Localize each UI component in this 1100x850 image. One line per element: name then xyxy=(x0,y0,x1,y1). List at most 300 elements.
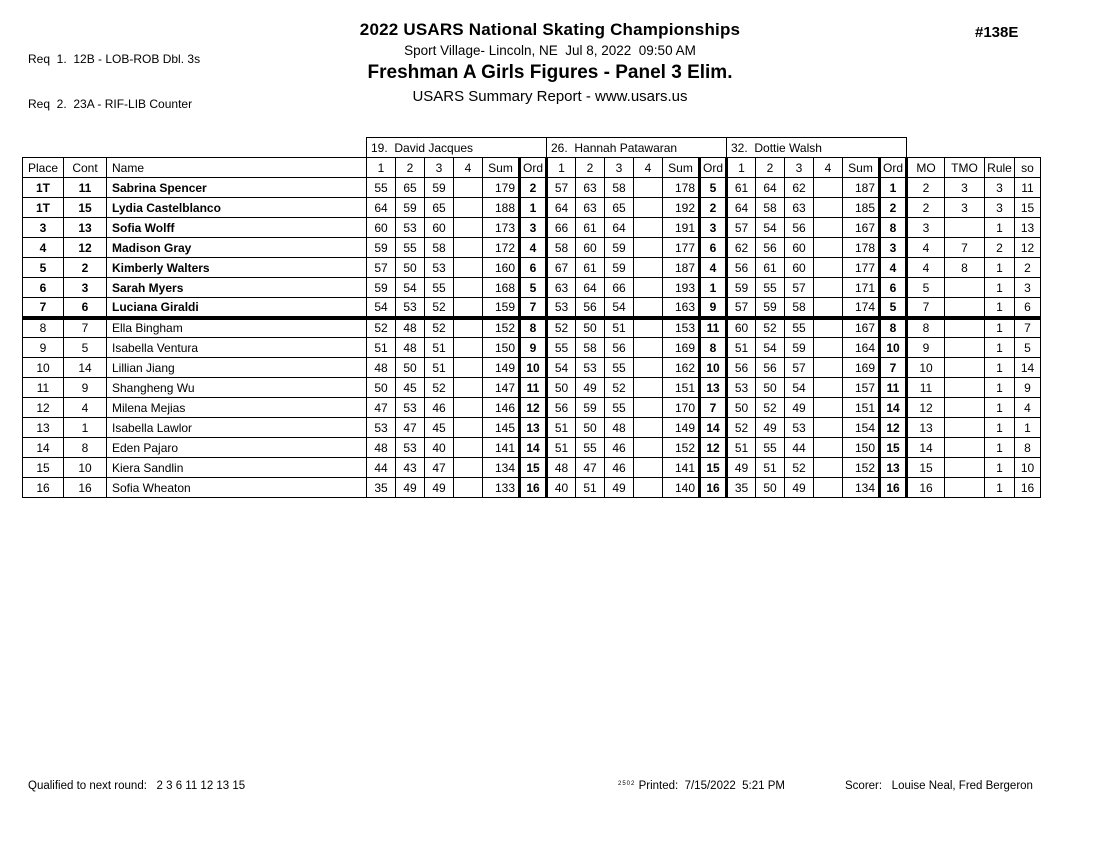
score-cell: 44 xyxy=(367,458,396,478)
score-cell: 58 xyxy=(756,198,785,218)
ord-cell: 8 xyxy=(700,338,727,358)
ord-cell: 2 xyxy=(700,198,727,218)
score-cell: 57 xyxy=(727,218,756,238)
sum-cell: 187 xyxy=(663,258,700,278)
place-cell: 1T xyxy=(23,178,64,198)
mo-cell: 10 xyxy=(907,358,945,378)
requirement-line: Req 1. 12B - LOB-ROB Dbl. 3s xyxy=(28,52,201,66)
score-cell xyxy=(814,338,843,358)
column-header-4: 4 xyxy=(454,158,483,178)
score-cell xyxy=(454,218,483,238)
ord-cell: 3 xyxy=(880,238,907,258)
tmo-cell xyxy=(945,418,985,438)
score-cell: 52 xyxy=(367,318,396,338)
column-header-2: 2 xyxy=(756,158,785,178)
column-header-so: so xyxy=(1015,158,1041,178)
score-cell xyxy=(814,418,843,438)
ord-cell: 1 xyxy=(700,278,727,298)
place-cell: 13 xyxy=(23,418,64,438)
judge-name-cell: 26. Hannah Patawaran xyxy=(547,138,727,158)
rule-cell: 1 xyxy=(985,258,1015,278)
score-cell: 50 xyxy=(576,418,605,438)
score-cell: 59 xyxy=(396,198,425,218)
score-cell: 49 xyxy=(785,478,814,498)
score-cell: 56 xyxy=(727,258,756,278)
ord-cell: 6 xyxy=(880,278,907,298)
contestant-number-cell: 4 xyxy=(64,398,107,418)
score-cell: 58 xyxy=(576,338,605,358)
printed-value: 7/15/2022 5:21 PM xyxy=(684,780,785,792)
skater-name-cell: Isabella Ventura xyxy=(107,338,367,358)
skater-row xyxy=(23,298,1041,318)
sum-cell: 134 xyxy=(843,478,880,498)
score-cell xyxy=(814,458,843,478)
scorer-value: Louise Neal, Fred Bergeron xyxy=(891,780,1033,792)
score-cell: 64 xyxy=(727,198,756,218)
sum-cell: 192 xyxy=(663,198,700,218)
score-cell xyxy=(814,438,843,458)
score-cell: 55 xyxy=(756,438,785,458)
score-cell: 51 xyxy=(547,418,576,438)
sum-cell: 147 xyxy=(483,378,520,398)
skater-name-cell: Milena Mejias xyxy=(107,398,367,418)
ord-cell: 13 xyxy=(880,458,907,478)
ord-cell: 13 xyxy=(700,378,727,398)
sum-cell: 167 xyxy=(843,318,880,338)
ord-cell: 10 xyxy=(700,358,727,378)
score-cell: 55 xyxy=(367,178,396,198)
score-cell xyxy=(814,258,843,278)
score-cell: 52 xyxy=(605,378,634,398)
score-cell: 64 xyxy=(576,278,605,298)
score-cell: 61 xyxy=(756,258,785,278)
score-cell: 59 xyxy=(367,278,396,298)
ord-cell: 2 xyxy=(880,198,907,218)
score-cell xyxy=(814,298,843,318)
column-header-3: 3 xyxy=(605,158,634,178)
ord-cell: 5 xyxy=(700,178,727,198)
score-cell: 57 xyxy=(547,178,576,198)
score-cell xyxy=(814,278,843,298)
ord-cell: 15 xyxy=(520,458,547,478)
sum-cell: 170 xyxy=(663,398,700,418)
score-cell: 64 xyxy=(605,218,634,238)
score-cell: 56 xyxy=(727,358,756,378)
score-cell: 63 xyxy=(576,178,605,198)
score-cell: 64 xyxy=(367,198,396,218)
mo-cell: 4 xyxy=(907,258,945,278)
score-cell xyxy=(454,398,483,418)
ord-cell: 7 xyxy=(520,298,547,318)
ord-cell: 10 xyxy=(520,358,547,378)
score-cell xyxy=(634,398,663,418)
score-cell: 55 xyxy=(425,278,454,298)
mo-cell: 2 xyxy=(907,178,945,198)
rule-cell: 1 xyxy=(985,338,1015,358)
mo-cell: 3 xyxy=(907,218,945,238)
score-cell xyxy=(814,218,843,238)
skater-row xyxy=(23,458,1041,478)
rule-cell: 1 xyxy=(985,278,1015,298)
column-header-sum: Sum xyxy=(483,158,520,178)
column-header-1: 1 xyxy=(367,158,396,178)
score-cell: 59 xyxy=(425,178,454,198)
sum-cell: 134 xyxy=(483,458,520,478)
ord-cell: 4 xyxy=(520,238,547,258)
score-cell: 45 xyxy=(396,378,425,398)
score-cell: 47 xyxy=(367,398,396,418)
sum-cell: 174 xyxy=(843,298,880,318)
score-cell: 60 xyxy=(425,218,454,238)
score-cell: 50 xyxy=(396,258,425,278)
ord-cell: 8 xyxy=(520,318,547,338)
score-cell: 56 xyxy=(785,218,814,238)
ord-cell: 4 xyxy=(700,258,727,278)
score-cell: 49 xyxy=(576,378,605,398)
venue-date-line: Sport Village- Lincoln, NE Jul 8, 2022 09:50 AM xyxy=(404,43,696,58)
sum-cell: 154 xyxy=(843,418,880,438)
contestant-number-cell: 9 xyxy=(64,378,107,398)
ord-cell: 5 xyxy=(520,278,547,298)
sum-cell: 178 xyxy=(663,178,700,198)
column-header-sum: Sum xyxy=(663,158,700,178)
mo-cell: 14 xyxy=(907,438,945,458)
place-cell: 5 xyxy=(23,258,64,278)
event-number: #138E xyxy=(975,24,1019,41)
column-header-ord: Ord xyxy=(880,158,907,178)
score-cell: 53 xyxy=(425,258,454,278)
contestant-number-cell: 16 xyxy=(64,478,107,498)
mo-cell: 16 xyxy=(907,478,945,498)
score-cell: 60 xyxy=(367,218,396,238)
score-cell xyxy=(634,438,663,458)
ord-cell: 12 xyxy=(520,398,547,418)
version-stamp: 2502 xyxy=(618,781,636,787)
sum-cell: 151 xyxy=(843,398,880,418)
column-header-place: Place xyxy=(23,158,64,178)
so-cell: 10 xyxy=(1015,458,1041,478)
sum-cell: 151 xyxy=(663,378,700,398)
event-title: Freshman A Girls Figures - Panel 3 Elim. xyxy=(367,62,733,83)
ord-cell: 1 xyxy=(880,178,907,198)
score-cell: 51 xyxy=(576,478,605,498)
sum-cell: 150 xyxy=(483,338,520,358)
sum-cell: 153 xyxy=(663,318,700,338)
rule-cell: 1 xyxy=(985,218,1015,238)
place-cell: 6 xyxy=(23,278,64,298)
score-cell: 55 xyxy=(605,358,634,378)
sum-cell: 160 xyxy=(483,258,520,278)
score-cell: 57 xyxy=(367,258,396,278)
skater-row xyxy=(23,178,1041,198)
judge-name-cell: 32. Dottie Walsh xyxy=(727,138,907,158)
column-header-ord: Ord xyxy=(520,158,547,178)
score-cell: 64 xyxy=(547,198,576,218)
so-cell: 2 xyxy=(1015,258,1041,278)
ord-cell: 1 xyxy=(520,198,547,218)
sum-cell: 171 xyxy=(843,278,880,298)
score-cell: 51 xyxy=(425,338,454,358)
score-cell: 56 xyxy=(547,398,576,418)
score-cell: 49 xyxy=(785,398,814,418)
rule-cell: 3 xyxy=(985,178,1015,198)
sum-cell: 159 xyxy=(483,298,520,318)
score-cell xyxy=(454,198,483,218)
ord-cell: 9 xyxy=(520,338,547,358)
contestant-number-cell: 10 xyxy=(64,458,107,478)
sum-cell: 168 xyxy=(483,278,520,298)
place-cell: 4 xyxy=(23,238,64,258)
ord-cell: 14 xyxy=(700,418,727,438)
score-cell xyxy=(634,198,663,218)
sum-cell: 185 xyxy=(843,198,880,218)
mo-cell: 5 xyxy=(907,278,945,298)
score-cell xyxy=(454,338,483,358)
so-cell: 8 xyxy=(1015,438,1041,458)
skater-name-cell: Sofia Wheaton xyxy=(107,478,367,498)
sum-cell: 169 xyxy=(843,358,880,378)
score-cell: 57 xyxy=(785,278,814,298)
score-cell: 46 xyxy=(605,458,634,478)
mo-cell: 9 xyxy=(907,338,945,358)
score-cell: 54 xyxy=(785,378,814,398)
score-cell xyxy=(454,298,483,318)
score-cell: 51 xyxy=(727,438,756,458)
ord-cell: 7 xyxy=(880,358,907,378)
qualified-label: Qualified to next round: xyxy=(28,780,147,792)
score-cell: 57 xyxy=(727,298,756,318)
score-cell: 51 xyxy=(756,458,785,478)
score-cell: 59 xyxy=(727,278,756,298)
tmo-cell xyxy=(945,338,985,358)
score-cell: 47 xyxy=(576,458,605,478)
score-cell xyxy=(814,398,843,418)
score-cell xyxy=(454,438,483,458)
score-cell: 52 xyxy=(756,398,785,418)
score-cell: 65 xyxy=(396,178,425,198)
ord-cell: 11 xyxy=(880,378,907,398)
ord-cell: 10 xyxy=(880,338,907,358)
score-cell: 40 xyxy=(547,478,576,498)
rule-cell: 1 xyxy=(985,398,1015,418)
table-tail-spacer xyxy=(907,138,1041,158)
score-cell: 55 xyxy=(756,278,785,298)
score-cell: 61 xyxy=(727,178,756,198)
score-cell: 53 xyxy=(396,218,425,238)
so-cell: 1 xyxy=(1015,418,1041,438)
skater-name-cell: Kiera Sandlin xyxy=(107,458,367,478)
column-header-1: 1 xyxy=(547,158,576,178)
score-cell: 65 xyxy=(425,198,454,218)
mo-cell: 15 xyxy=(907,458,945,478)
mo-cell: 7 xyxy=(907,298,945,318)
score-cell xyxy=(454,358,483,378)
score-cell: 53 xyxy=(396,438,425,458)
score-cell: 51 xyxy=(547,438,576,458)
judge-name-cell: 19. David Jacques xyxy=(367,138,547,158)
contestant-number-cell: 5 xyxy=(64,338,107,358)
score-cell: 49 xyxy=(756,418,785,438)
score-cell: 50 xyxy=(727,398,756,418)
score-cell: 55 xyxy=(785,318,814,338)
sum-cell: 169 xyxy=(663,338,700,358)
mo-cell: 4 xyxy=(907,238,945,258)
score-cell: 52 xyxy=(785,458,814,478)
place-cell: 8 xyxy=(23,318,64,338)
score-cell: 53 xyxy=(367,418,396,438)
skater-row xyxy=(23,218,1041,238)
score-cell: 52 xyxy=(425,298,454,318)
tmo-cell xyxy=(945,298,985,318)
sum-cell: 141 xyxy=(483,438,520,458)
skater-name-cell: Sarah Myers xyxy=(107,278,367,298)
score-cell: 52 xyxy=(425,378,454,398)
rule-cell: 1 xyxy=(985,358,1015,378)
score-cell: 47 xyxy=(396,418,425,438)
score-cell: 63 xyxy=(547,278,576,298)
score-cell: 55 xyxy=(576,438,605,458)
column-header-mo: MO xyxy=(907,158,945,178)
sum-cell: 172 xyxy=(483,238,520,258)
contestant-number-cell: 8 xyxy=(64,438,107,458)
contestant-number-cell: 13 xyxy=(64,218,107,238)
score-cell: 35 xyxy=(727,478,756,498)
score-cell: 54 xyxy=(756,338,785,358)
score-cell: 51 xyxy=(605,318,634,338)
column-header-3: 3 xyxy=(785,158,814,178)
score-cell xyxy=(634,218,663,238)
score-cell: 52 xyxy=(425,318,454,338)
score-cell xyxy=(454,318,483,338)
sum-cell: 141 xyxy=(663,458,700,478)
score-cell: 48 xyxy=(367,438,396,458)
ord-cell: 8 xyxy=(880,218,907,238)
score-cell: 54 xyxy=(756,218,785,238)
tmo-cell xyxy=(945,398,985,418)
report-type-line: USARS Summary Report - www.usars.us xyxy=(412,88,688,105)
printed-line xyxy=(618,780,785,792)
ord-cell: 3 xyxy=(700,218,727,238)
score-cell: 56 xyxy=(576,298,605,318)
sum-cell: 177 xyxy=(663,238,700,258)
mo-cell: 11 xyxy=(907,378,945,398)
ord-cell: 6 xyxy=(520,258,547,278)
sum-cell: 167 xyxy=(843,218,880,238)
score-cell: 56 xyxy=(756,238,785,258)
ord-cell: 12 xyxy=(880,418,907,438)
score-cell: 59 xyxy=(756,298,785,318)
place-cell: 3 xyxy=(23,218,64,238)
tmo-cell xyxy=(945,358,985,378)
skater-name-cell: Sabrina Spencer xyxy=(107,178,367,198)
score-cell: 60 xyxy=(785,258,814,278)
tmo-cell xyxy=(945,438,985,458)
ord-cell: 6 xyxy=(700,238,727,258)
score-cell: 49 xyxy=(605,478,634,498)
skater-name-cell: Shangheng Wu xyxy=(107,378,367,398)
score-cell: 55 xyxy=(547,338,576,358)
rule-cell: 1 xyxy=(985,458,1015,478)
skater-row xyxy=(23,258,1041,278)
mo-cell: 8 xyxy=(907,318,945,338)
score-cell xyxy=(454,278,483,298)
rule-cell: 3 xyxy=(985,198,1015,218)
score-cell: 50 xyxy=(756,478,785,498)
score-cell xyxy=(454,458,483,478)
ord-cell: 13 xyxy=(520,418,547,438)
ord-cell: 16 xyxy=(700,478,727,498)
score-cell: 59 xyxy=(367,238,396,258)
contestant-number-cell: 3 xyxy=(64,278,107,298)
sum-cell: 140 xyxy=(663,478,700,498)
sum-cell: 146 xyxy=(483,398,520,418)
skater-row xyxy=(23,198,1041,218)
so-cell: 16 xyxy=(1015,478,1041,498)
score-cell xyxy=(814,198,843,218)
championship-title: 2022 USARS National Skating Championships xyxy=(359,20,741,39)
score-cell: 44 xyxy=(785,438,814,458)
sum-cell: 150 xyxy=(843,438,880,458)
score-cell xyxy=(814,318,843,338)
ord-cell: 12 xyxy=(700,438,727,458)
title-block xyxy=(0,20,1100,105)
score-cell xyxy=(454,478,483,498)
score-cell xyxy=(634,358,663,378)
sum-cell: 177 xyxy=(843,258,880,278)
contestant-number-cell: 11 xyxy=(64,178,107,198)
score-cell: 62 xyxy=(727,238,756,258)
score-cell: 50 xyxy=(367,378,396,398)
tmo-cell xyxy=(945,378,985,398)
sum-cell: 173 xyxy=(483,218,520,238)
score-cell xyxy=(814,238,843,258)
tmo-cell: 3 xyxy=(945,178,985,198)
skater-row xyxy=(23,338,1041,358)
score-cell: 55 xyxy=(605,398,634,418)
place-cell: 16 xyxy=(23,478,64,498)
sum-cell: 133 xyxy=(483,478,520,498)
judge-header-row xyxy=(23,138,1041,158)
score-cell: 59 xyxy=(605,238,634,258)
sum-cell: 163 xyxy=(663,298,700,318)
score-cell: 50 xyxy=(396,358,425,378)
score-cell: 65 xyxy=(605,198,634,218)
scorer-label: Scorer: xyxy=(845,780,883,792)
score-cell: 50 xyxy=(756,378,785,398)
contestant-number-cell: 2 xyxy=(64,258,107,278)
score-cell: 66 xyxy=(547,218,576,238)
skater-row xyxy=(23,438,1041,458)
skater-row xyxy=(23,278,1041,298)
score-cell: 59 xyxy=(605,258,634,278)
column-header-3: 3 xyxy=(425,158,454,178)
column-header-tmo: TMO xyxy=(945,158,985,178)
ord-cell: 9 xyxy=(700,298,727,318)
so-cell: 9 xyxy=(1015,378,1041,398)
score-cell xyxy=(634,238,663,258)
so-cell: 12 xyxy=(1015,238,1041,258)
score-cell xyxy=(634,478,663,498)
score-cell xyxy=(814,178,843,198)
score-cell: 54 xyxy=(547,358,576,378)
mo-cell: 12 xyxy=(907,398,945,418)
qualified-line xyxy=(28,780,245,792)
score-cell: 56 xyxy=(756,358,785,378)
tmo-cell xyxy=(945,478,985,498)
column-header-2: 2 xyxy=(576,158,605,178)
score-cell: 59 xyxy=(576,398,605,418)
score-cell: 46 xyxy=(425,398,454,418)
